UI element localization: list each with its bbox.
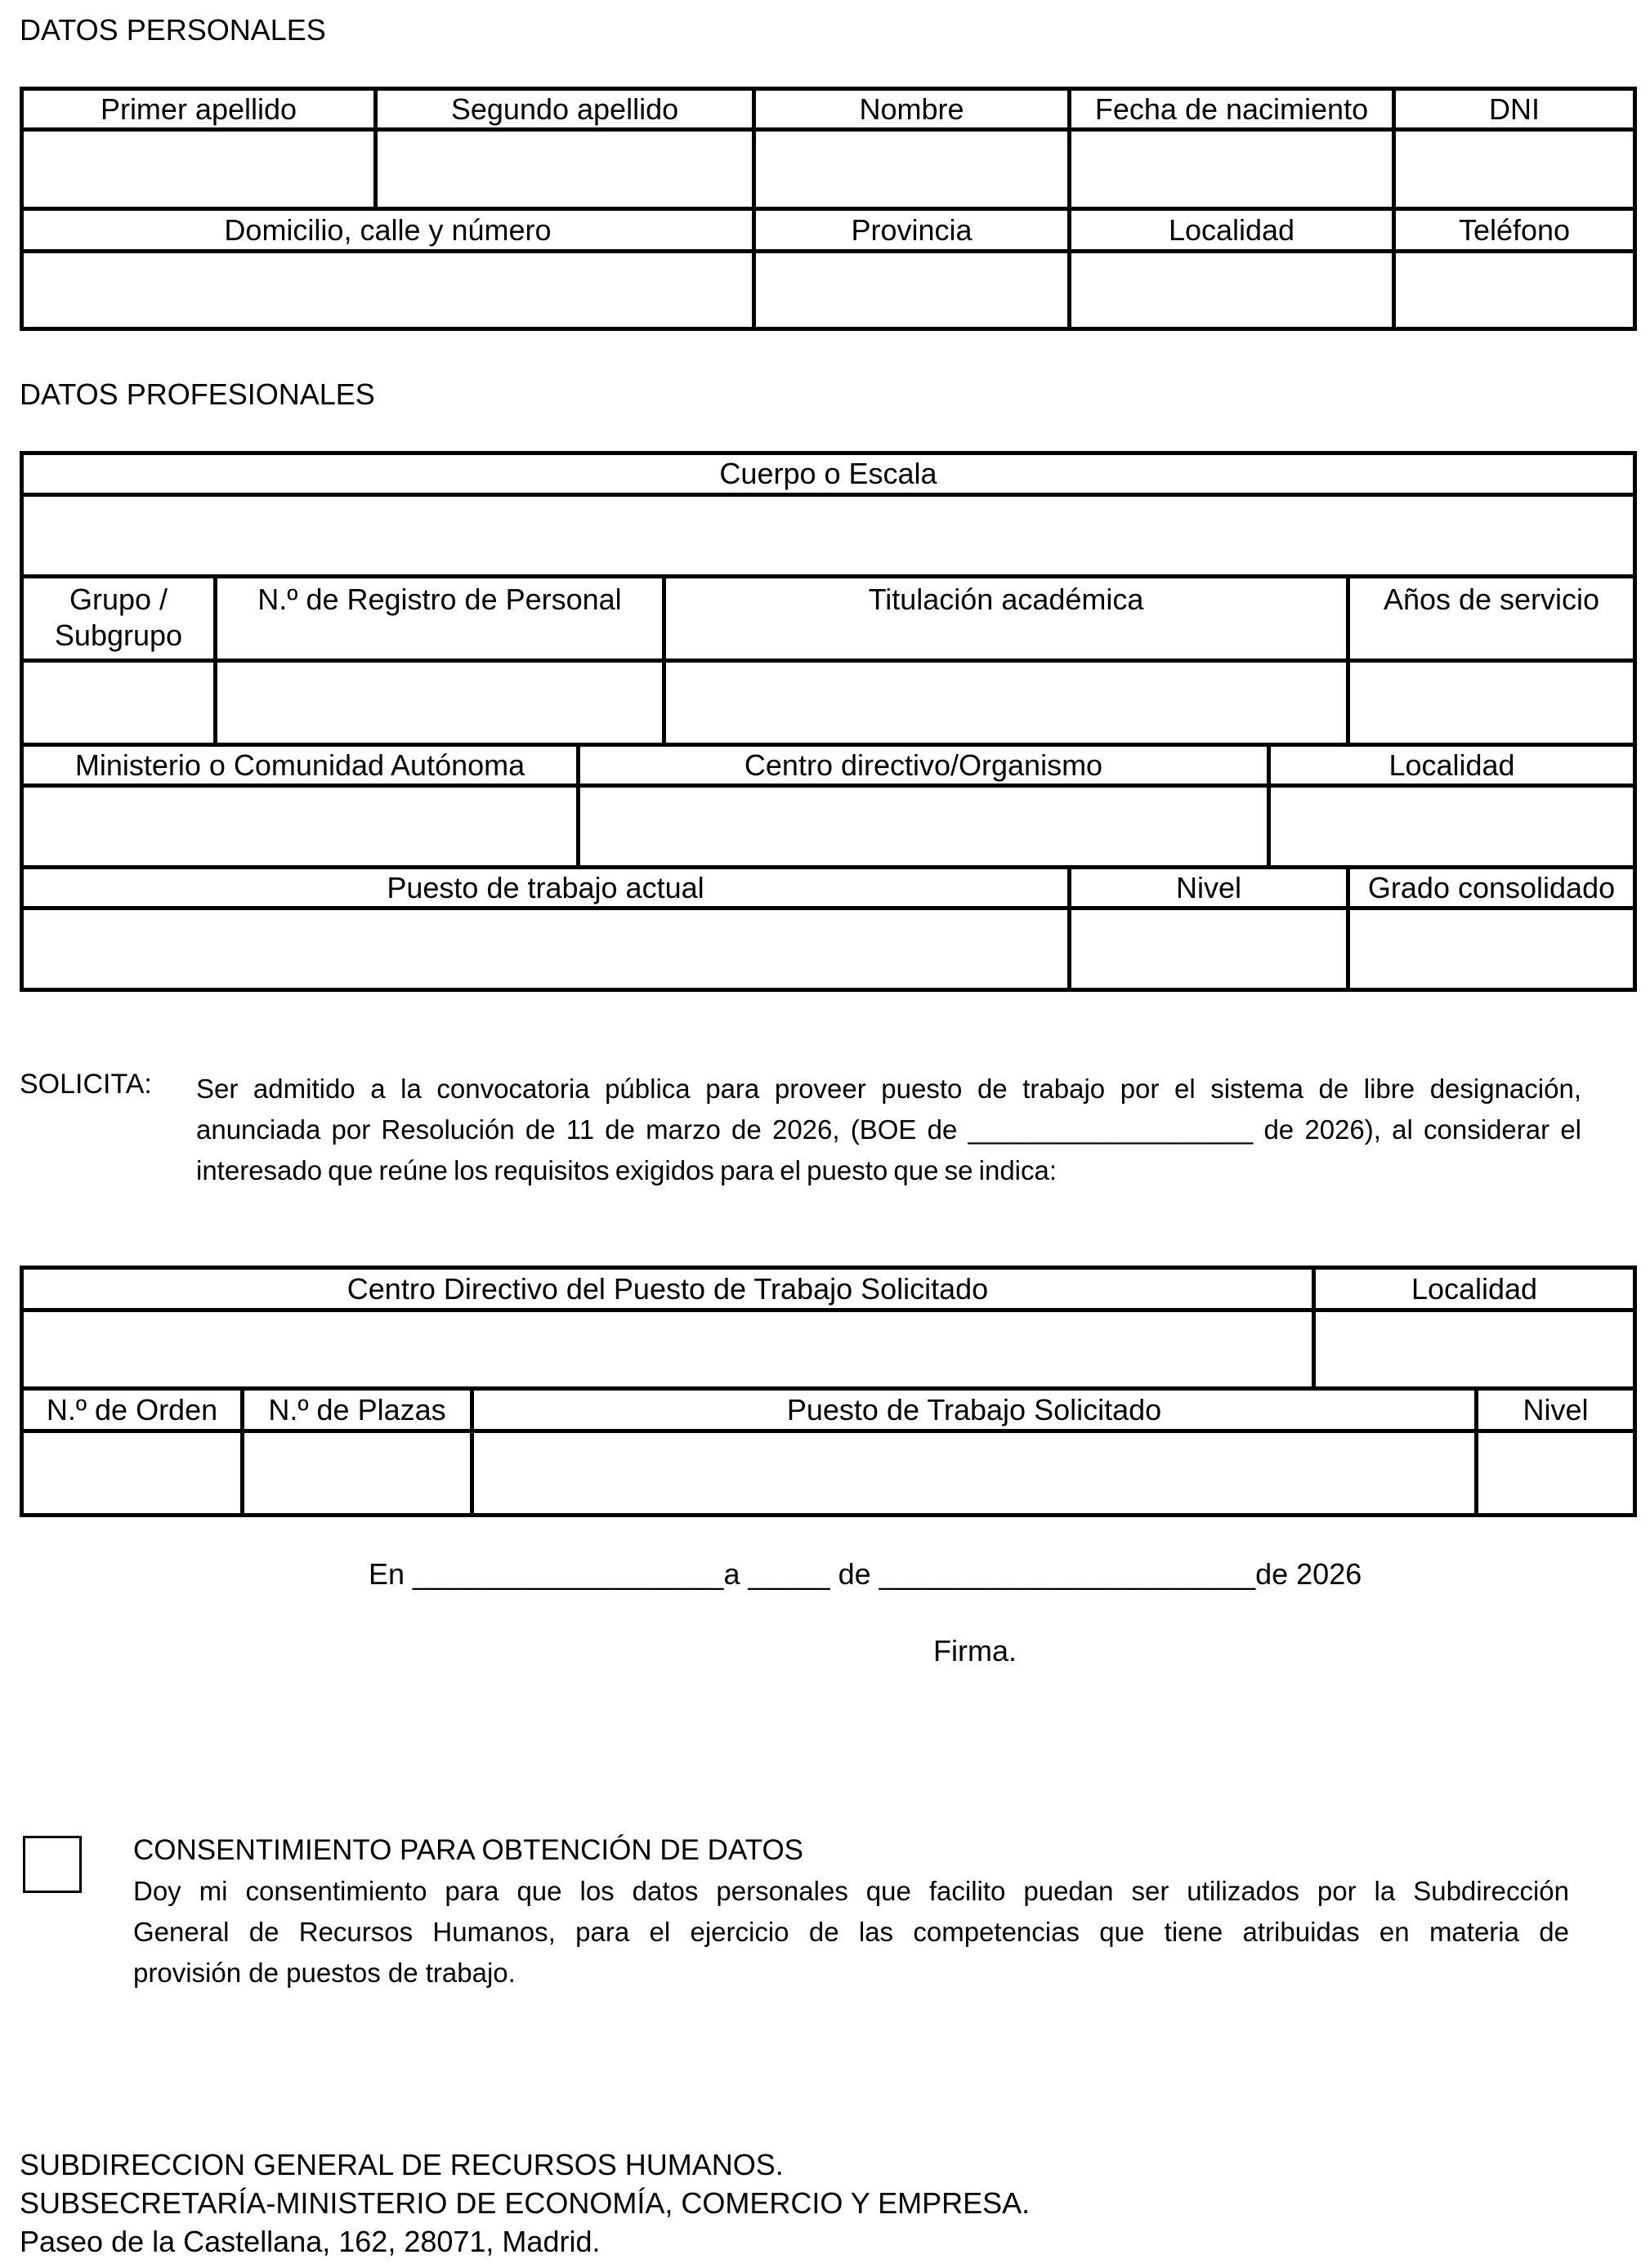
field-nivel[interactable] [1070, 909, 1348, 990]
field-telefono[interactable] [1394, 252, 1635, 329]
footer-line-org: SUBDIRECCION GENERAL DE RECURSOS HUMANOS. [20, 2148, 784, 2181]
header-grado-consolidado: Grado consolidado [1348, 868, 1635, 909]
header-telefono: Teléfono [1394, 209, 1635, 252]
header-cuerpo-escala: Cuerpo o Escala [22, 453, 1635, 495]
field-provincia[interactable] [754, 252, 1070, 329]
header-puesto-actual: Puesto de trabajo actual [22, 868, 1070, 909]
header-nivel-solicitado: Nivel [1477, 1389, 1635, 1431]
header-nivel: Nivel [1070, 868, 1348, 909]
field-puesto-solicitado[interactable] [472, 1431, 1477, 1516]
consent-line: Doy mi consentimiento para que los datos personales que facilito puedan ser utilizados por la Subdirección [133, 1876, 1569, 1906]
section-title-datos-profesionales: DATOS PROFESIONALES [20, 377, 375, 411]
header-registro-personal: N.º de Registro de Personal [216, 577, 664, 661]
consent-title: CONSENTIMIENTO PARA OBTENCIÓN DE DATOS [133, 1834, 804, 1866]
header-segundo-apellido: Segundo apellido [376, 89, 754, 130]
header-puesto-solicitado: Puesto de Trabajo Solicitado [472, 1389, 1477, 1431]
header-nombre: Nombre [754, 89, 1070, 130]
header-dni: DNI [1394, 89, 1635, 130]
requested-post-table [20, 1266, 1637, 1517]
header-grupo-subgrupo: Grupo / Subgrupo [22, 577, 216, 661]
footer-address-block [20, 2145, 1030, 2261]
solicita-paragraph [196, 1069, 1581, 1191]
header-domicilio: Domicilio, calle y número [22, 209, 754, 252]
personal-data-table [20, 87, 1637, 331]
header-localidad-solicitada: Localidad [1314, 1268, 1635, 1310]
field-segundo-apellido[interactable] [376, 130, 754, 209]
field-grupo-subgrupo[interactable] [22, 661, 216, 745]
field-anos-servicio[interactable] [1348, 661, 1635, 745]
solicita-line: Ser admitido a la convocatoria pública para proveer puesto de trabajo por el sistema de libre designación, [196, 1074, 1581, 1104]
date-fill-line: En ___________________a _____ de _______________________de 2026 [369, 1557, 1362, 1591]
field-localidad-solicitada[interactable] [1314, 1310, 1635, 1389]
field-titulacion-academica[interactable] [664, 661, 1348, 745]
header-centro-directivo: Centro directivo/Organismo [579, 745, 1269, 786]
consent-line: General de Recursos Humanos, para el ejercicio de las competencias que tiene atribuidas en materia de [133, 1917, 1569, 1947]
header-provincia: Provincia [754, 209, 1070, 252]
footer-line-address: Paseo de la Castellana, 162, 28071, Madrid. [20, 2225, 601, 2258]
consent-section [133, 1830, 1569, 1993]
field-fecha-nacimiento[interactable] [1070, 130, 1394, 209]
field-nombre[interactable] [754, 130, 1070, 209]
professional-data-table [20, 451, 1637, 992]
header-titulacion-academica: Titulación académica [664, 577, 1348, 661]
header-primer-apellido: Primer apellido [22, 89, 376, 130]
header-ministerio-comunidad: Ministerio o Comunidad Autónoma [22, 745, 579, 786]
consent-line: provisión de puestos de trabajo. [133, 1958, 516, 1988]
field-centro-directivo-solicitado[interactable] [22, 1310, 1314, 1389]
header-fecha-nacimiento: Fecha de nacimiento [1070, 89, 1394, 130]
solicita-label: SOLICITA: [20, 1069, 152, 1100]
field-num-orden[interactable] [22, 1431, 243, 1516]
header-centro-directivo-solicitado: Centro Directivo del Puesto de Trabajo Solicitado [22, 1268, 1314, 1310]
solicita-line: interesado que reúne los requisitos exigidos para el puesto que se indica: [196, 1155, 1058, 1185]
field-centro-directivo[interactable] [579, 786, 1269, 868]
header-localidad: Localidad [1070, 209, 1394, 252]
field-cuerpo-escala[interactable] [22, 495, 1635, 577]
field-grado-consolidado[interactable] [1348, 909, 1635, 990]
header-num-plazas: N.º de Plazas [243, 1389, 472, 1431]
solicita-line: anunciada por Resolución de 11 de marzo de 2026, (BOE de ___________________ de 2026), al considerar el [196, 1114, 1581, 1145]
firma-label: Firma. [933, 1634, 1017, 1668]
field-dni[interactable] [1394, 130, 1635, 209]
field-num-plazas[interactable] [243, 1431, 472, 1516]
field-ministerio-comunidad[interactable] [22, 786, 579, 868]
header-anos-servicio: Años de servicio [1348, 577, 1635, 661]
field-primer-apellido[interactable] [22, 130, 376, 209]
header-num-orden: N.º de Orden [22, 1389, 243, 1431]
footer-line-ministry: SUBSECRETARÍA-MINISTERIO DE ECONOMÍA, COMERCIO Y EMPRESA. [20, 2186, 1031, 2220]
field-localidad-destino[interactable] [1269, 786, 1635, 868]
field-domicilio[interactable] [22, 252, 754, 329]
field-registro-personal[interactable] [216, 661, 664, 745]
consent-checkbox[interactable] [23, 1836, 82, 1893]
field-nivel-solicitado[interactable] [1477, 1431, 1635, 1516]
field-localidad[interactable] [1070, 252, 1394, 329]
section-title-datos-personales: DATOS PERSONALES [20, 13, 326, 47]
header-localidad-destino: Localidad [1269, 745, 1635, 786]
field-puesto-actual[interactable] [22, 909, 1070, 990]
